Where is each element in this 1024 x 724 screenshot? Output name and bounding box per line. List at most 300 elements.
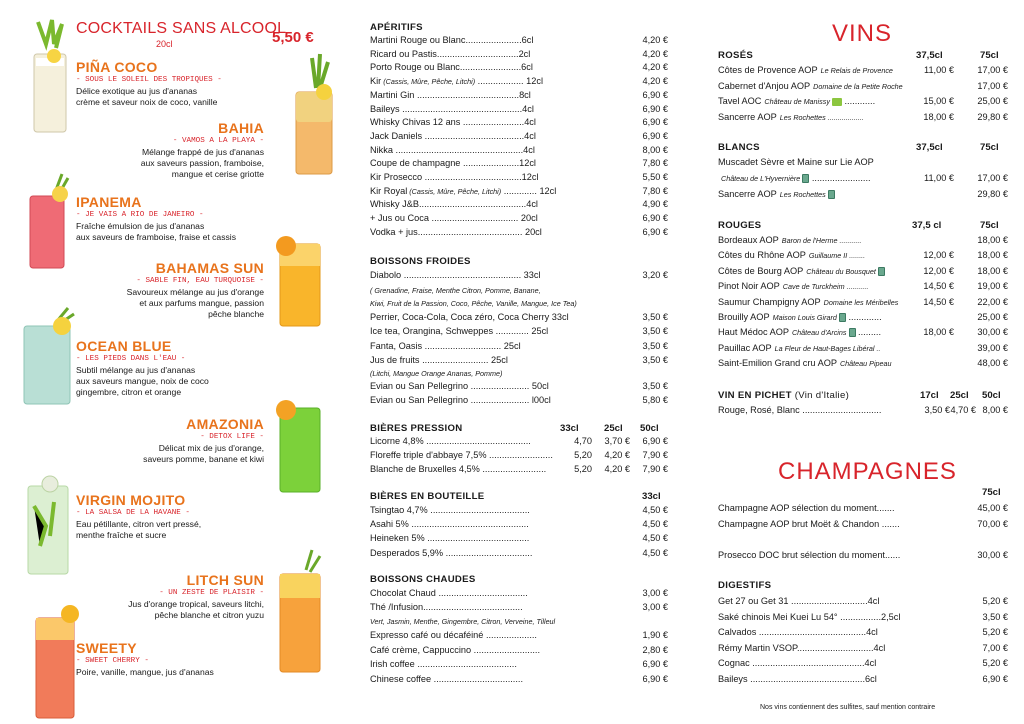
- row-price: 3,50 €: [642, 340, 668, 351]
- blancs-title: BLANCS: [718, 142, 760, 153]
- row-label: [718, 249, 908, 263]
- wine-row: [718, 249, 1008, 263]
- row-price: 4,50 €: [642, 547, 668, 558]
- wine-name: Pinot Noir AOP: [718, 281, 780, 292]
- row-label: [370, 504, 592, 518]
- wine-row: [718, 64, 1008, 78]
- bottle-icon: [849, 328, 856, 337]
- price-row: [718, 502, 1008, 516]
- row-price: 6,90 €: [642, 226, 668, 237]
- row-label: [370, 75, 592, 89]
- vins-title: VINS: [832, 20, 893, 47]
- row-label-text: Coupe de champagne ......................12cl: [370, 158, 536, 169]
- price-row: [370, 673, 668, 687]
- row-price: 3,50 €: [642, 312, 668, 322]
- cocktail-desc: saveurs pomme, banane et kiwi: [143, 454, 264, 465]
- cocktail-tagline: - SOUS LE SOLEIL DES TROPIQUES -: [76, 76, 222, 84]
- row-price: 4,20 €: [642, 76, 668, 87]
- boissons-froides-title: BOISSONS FROIDES: [370, 256, 471, 267]
- row-label: [370, 518, 592, 532]
- row-label: Licorne 4,8% .........................................: [370, 436, 531, 446]
- row-label: [370, 629, 592, 643]
- pichet-title: [718, 390, 849, 401]
- row-price: 15,00 €: [923, 96, 954, 107]
- wine-row: [718, 188, 1008, 202]
- col-header: 75cl: [982, 487, 1001, 498]
- row-label-text: Café crème, Cappuccino ..........................: [370, 644, 541, 655]
- cocktail-desc: Eau pétillante, citron vert pressé,: [76, 519, 202, 529]
- cocktails-volume: 20cl: [156, 39, 173, 49]
- boissons-chaudes-title: BOISSONS CHAUDES: [370, 574, 476, 585]
- price-row: [370, 394, 668, 408]
- price-row: [370, 157, 668, 171]
- cocktail-tagline: - LES PIEDS DANS L'EAU -: [76, 355, 186, 363]
- price-row: [718, 518, 1008, 532]
- cocktail-sweety: [76, 640, 214, 678]
- row-price: 29,80 €: [977, 189, 1008, 199]
- virgin-mojito-glass-image: [20, 466, 76, 578]
- row-dots: ............. 12cl: [501, 185, 557, 196]
- row-price: 12,00 €: [923, 250, 954, 261]
- pichet-row: [718, 404, 1008, 418]
- price-row: [370, 171, 668, 185]
- cocktail-desc: Subtil mélange au jus d'ananas: [76, 365, 196, 375]
- cocktail-desc: mangue et cerise griotte: [171, 169, 264, 180]
- price-row: [370, 130, 668, 144]
- pina-coco-glass-image: [24, 14, 74, 134]
- wine-producer: Château de Manissy: [764, 97, 830, 107]
- row-price: 17,00 €: [977, 80, 1008, 91]
- row-price: 45,00 €: [977, 503, 1008, 513]
- price-row: [370, 116, 668, 130]
- row-label-text: Chocolat Chaud ...................................: [370, 588, 528, 598]
- row-label-text: Whisky Chivas 12 ans ........................4cl: [370, 117, 536, 128]
- wine-row: [718, 342, 1008, 356]
- price-row: [370, 198, 668, 212]
- row-price: 4,50 €: [642, 519, 668, 530]
- cocktail-name: BAHAMAS SUN: [155, 260, 264, 276]
- row-price: 25,00 €: [977, 312, 1008, 322]
- row-price: 6,90 €: [642, 436, 668, 446]
- row-price: 6,90 €: [642, 213, 668, 224]
- cocktails-column: [0, 0, 350, 724]
- row-label: Champagne AOP sélection du moment.......: [718, 503, 895, 513]
- wine-name: Saumur Champigny AOP: [718, 296, 821, 307]
- col-header: 33cl: [642, 491, 661, 502]
- row-price: 17,00 €: [977, 65, 1008, 75]
- row-label: Cognac ............................................4cl: [718, 658, 877, 669]
- cocktail-desc: pêche blanche et citron yuzu: [154, 610, 264, 621]
- row-price: 3,50 €: [642, 354, 668, 365]
- wine-name: Côtes de Bourg AOP: [718, 265, 804, 276]
- cocktail-bahamas-sun: [127, 260, 264, 321]
- infusion-flavours: Vert, Jasmin, Menthe, Gingembre, Citron, Verveine, Tilleul: [370, 617, 556, 626]
- price-row: [370, 212, 668, 226]
- row-price: 4,70: [574, 436, 592, 446]
- price-row: [718, 642, 1008, 656]
- price-row: [370, 354, 668, 368]
- price-row: [370, 103, 668, 117]
- wine-producer: Château Pipeau: [839, 359, 892, 369]
- bottle-icon: [839, 313, 846, 322]
- wine-name: Côtes de Provence AOP: [718, 65, 818, 75]
- ipanema-glass-image: [22, 170, 72, 270]
- row-price: 70,00 €: [977, 519, 1008, 529]
- row-price: 18,00 €: [977, 250, 1008, 261]
- cocktail-tagline: - LA SALSA DE LA HAVANE -: [76, 509, 190, 517]
- row-price: 18,00 €: [977, 265, 1008, 276]
- row-price: 6,90 €: [642, 673, 668, 684]
- wine-name: Cabernet d'Anjou AOP: [718, 80, 811, 91]
- cocktail-name: VIRGIN MOJITO: [76, 492, 186, 508]
- row-price: 5,80 €: [642, 395, 668, 405]
- row-label-text: Martini Rouge ou Blanc......................6cl: [370, 35, 534, 45]
- row-label-text: Tsingtao 4,7% .......................................: [370, 505, 530, 515]
- price-row: [370, 463, 668, 477]
- row-label: [370, 532, 592, 546]
- wine-name: Pauillac AOP: [718, 342, 772, 353]
- row-label-text: Kir: [370, 76, 382, 87]
- pichet-subtitle: (Vin d'Italie): [794, 390, 850, 401]
- row-price: 5,20 €: [982, 658, 1008, 669]
- price-row: [370, 435, 668, 449]
- row-label: [370, 34, 592, 48]
- row-price: 2,80 €: [642, 644, 668, 655]
- row-price: 5,20: [574, 464, 592, 474]
- wine-row: [718, 111, 1008, 125]
- row-price: 18,00 €: [977, 235, 1008, 245]
- price-row: [718, 549, 1008, 563]
- wine-producer: Le Relais de Provence: [820, 66, 893, 75]
- row-label: [370, 380, 592, 394]
- row-label: Champagne AOP brut Moët & Chandon .......: [718, 519, 900, 529]
- row-label-text: Perrier, Coca-Cola, Coca zéro, Coca Cherry 33cl: [370, 312, 569, 322]
- price-row: [370, 34, 668, 48]
- row-price: 6,90 €: [982, 674, 1008, 684]
- price-row: [370, 340, 668, 354]
- price-row: [370, 325, 668, 339]
- price-row: [370, 226, 668, 240]
- cocktail-desc: pêche blanche: [208, 309, 264, 320]
- row-price: 3,20 €: [642, 270, 668, 280]
- rouges-title: ROUGES: [718, 220, 762, 231]
- col-header: 25cl: [950, 390, 969, 401]
- col-header: 75cl: [980, 220, 999, 231]
- wine-row: [718, 172, 1008, 186]
- cocktails-price: 5,50 €: [272, 29, 314, 46]
- row-label: [370, 103, 592, 117]
- cocktail-ocean-blue: [76, 338, 209, 399]
- price-row: [370, 532, 668, 546]
- row-label: [370, 547, 592, 561]
- price-row: [370, 89, 668, 103]
- row-price: 5,50 €: [642, 172, 668, 182]
- cocktail-name: IPANEMA: [76, 194, 142, 210]
- row-dots: .......................: [809, 173, 871, 183]
- wine-name: Bordeaux AOP: [718, 235, 779, 245]
- row-label: [718, 296, 908, 310]
- price-row: [370, 61, 668, 75]
- row-price: 39,00 €: [977, 342, 1008, 353]
- cocktail-desc: Délice exotique au jus d'ananas: [76, 86, 198, 96]
- cocktails-title: COCKTAILS SANS ALCOOL: [76, 20, 287, 37]
- wine-producer: Château du Bousquet: [806, 266, 876, 276]
- cocktail-tagline: - DETOX LIFE -: [200, 433, 264, 441]
- row-label: Diabolo .............................................. 33cl: [370, 270, 541, 280]
- row-label: [718, 342, 908, 356]
- cocktail-desc: aux saveurs de framboise, fraise et cassis: [76, 232, 237, 243]
- wine-row: [718, 265, 1008, 279]
- row-label-text: Evian ou San Pellegrino ....................... l00cl: [370, 395, 551, 405]
- row-price: 11,00 €: [924, 173, 954, 183]
- price-row: [370, 504, 668, 518]
- row-price: 7,00 €: [982, 642, 1008, 653]
- row-label-text: Martini Gin ........................................8cl: [370, 89, 531, 100]
- row-label: [370, 354, 592, 368]
- row-label: [370, 61, 592, 75]
- price-row: [370, 629, 668, 643]
- row-label-text: Jus de fruits .......................... 25cl: [370, 354, 508, 365]
- cocktail-desc: Délicat mix de jus d'orange,: [158, 443, 264, 453]
- row-price: 4,50 €: [642, 505, 668, 515]
- row-label: Rouge, Rosé, Blanc ...............................: [718, 405, 882, 415]
- price-row: [718, 611, 1008, 625]
- row-label-text: Asahi 5% ..............................................: [370, 519, 529, 530]
- row-price: 6,90 €: [642, 130, 668, 141]
- row-label: Blanche de Bruxelles 4,5% .........................: [370, 464, 547, 474]
- row-label: [370, 144, 592, 158]
- cocktail-name: AMAZONIA: [186, 416, 264, 432]
- litch-sun-glass-image: [272, 546, 328, 676]
- row-label: Calvados ..........................................4cl: [718, 627, 878, 638]
- row-price: 30,00 €: [977, 550, 1008, 560]
- digestifs-title: DIGESTIFS: [718, 580, 772, 591]
- cocktail-tagline: - SWEET CHERRY -: [76, 657, 149, 665]
- row-label: [718, 95, 908, 109]
- wine-row: [718, 326, 1008, 340]
- price-row: [718, 595, 1008, 609]
- cocktail-desc: et aux parfums mangue, passion: [139, 298, 264, 309]
- wine-producer: Baron de l'Herme ...........: [781, 236, 862, 245]
- row-dots: .........: [855, 327, 882, 338]
- cocktail-desc: aux saveurs mangue, noix de coco: [76, 376, 209, 387]
- cocktail-amazonia: [143, 416, 264, 465]
- row-label-text: Thé /Infusion.......................................: [370, 601, 523, 612]
- row-price: 4,20 €: [604, 450, 630, 460]
- row-price: 3,50 €: [642, 381, 668, 391]
- row-label-text: Fanta, Oasis .............................. 25cl: [370, 340, 521, 351]
- cocktail-desc: crème et saveur noix de coco, vanille: [76, 97, 218, 108]
- row-label: [370, 673, 592, 687]
- sweety-glass-image: [30, 598, 80, 720]
- cocktail-tagline: - SABLE FIN, EAU TURQUOISE -: [136, 277, 264, 285]
- wine-producer: Les Rochettes ..................: [779, 112, 864, 122]
- row-price: 19,00 €: [977, 281, 1008, 292]
- price-row: [370, 185, 668, 199]
- wine-name: Sancerre AOP: [718, 111, 777, 122]
- price-row: [370, 269, 668, 283]
- price-row: [370, 48, 668, 62]
- price-row: [370, 144, 668, 158]
- row-label: [718, 80, 908, 94]
- wine-name: Brouilly AOP: [718, 312, 770, 322]
- row-label: [718, 265, 908, 279]
- wine-name: Côtes du Rhône AOP: [718, 250, 806, 261]
- row-label: [718, 357, 908, 371]
- row-label: [718, 172, 908, 186]
- cocktail-tagline: - VAMOS A LA PLAYA -: [172, 137, 264, 145]
- row-label: [718, 311, 908, 325]
- pichet-title-text: VIN EN PICHET: [718, 390, 792, 401]
- row-note: (Cassis, Mûre, Pêche, Litchi): [381, 77, 476, 87]
- row-label: Rémy Martin VSOP..............................4cl: [718, 642, 886, 653]
- row-price: 14,50 €: [923, 281, 954, 292]
- wine-row: [718, 296, 1008, 310]
- row-dots: .................. 12cl: [475, 76, 544, 87]
- row-label: [370, 601, 592, 615]
- row-label-text: + Jus ou Coca .................................. 20cl: [370, 213, 538, 224]
- price-row: [718, 626, 1008, 640]
- price-row: [718, 673, 1008, 687]
- row-price: 6,90 €: [642, 659, 668, 669]
- col-header: 17cl: [920, 390, 939, 401]
- wine-name: Tavel AOC: [718, 96, 762, 107]
- price-row: [370, 75, 668, 89]
- col-header: 33cl: [560, 423, 579, 434]
- row-label-text: Kir Royal: [370, 185, 408, 196]
- diabolo-flavours: Kiwi, Fruit de la Passion, Coco, Pêche, Vanille, Mangue, Ice Tea): [370, 299, 577, 308]
- wine-producer: Domaine les Méribelles: [823, 297, 899, 307]
- row-price: 5,20: [574, 450, 592, 460]
- wine-producer: Domaine de la Petite Roche: [813, 81, 903, 91]
- cocktail-name: OCEAN BLUE: [76, 338, 172, 354]
- cocktail-desc: aux saveurs passion, framboise,: [140, 158, 264, 169]
- row-price: 3,70 €: [604, 436, 630, 446]
- cocktail-desc: Jus d'orange tropical, saveurs litchi,: [128, 599, 264, 609]
- row-label: [370, 226, 592, 240]
- cocktail-bahia: [141, 120, 264, 181]
- cocktail-desc: Poire, vanille, mangue, jus d'ananas: [76, 667, 214, 677]
- amazonia-glass-image: [272, 386, 328, 496]
- row-price: 4,20 €: [642, 35, 668, 45]
- row-label: [370, 212, 592, 226]
- cocktail-desc: gingembre, citron et orange: [76, 387, 182, 398]
- row-price: 17,00 €: [977, 173, 1008, 183]
- row-price: 5,20 €: [982, 627, 1008, 638]
- wine-row: [718, 357, 1008, 371]
- row-label: Prosecco DOC brut sélection du moment......: [718, 550, 901, 560]
- bottle-icon: [828, 190, 835, 199]
- row-label: [370, 311, 592, 325]
- wine-row: [718, 280, 1008, 294]
- sulfites-note: Nos vins contiennent des sulfites, sauf mention contraire: [760, 704, 936, 711]
- row-label: [718, 111, 908, 125]
- wine-name: Saint-Emilion Grand cru AOP: [718, 358, 837, 369]
- row-price: 7,90 €: [642, 464, 668, 474]
- row-label: Muscadet Sèvre et Maine sur Lie AOP: [718, 157, 874, 167]
- price-row: [370, 449, 668, 463]
- price-row: [370, 547, 668, 561]
- row-price: 7,80 €: [642, 158, 668, 169]
- row-label-text: Nikka ..................................................4cl: [370, 144, 535, 155]
- jus-flavours: (Litchi, Mangue Orange Ananas, Pomme): [370, 369, 503, 378]
- price-row: [370, 518, 668, 532]
- wine-row: [718, 311, 1008, 325]
- row-price: 4,70 €: [950, 405, 976, 415]
- row-label-text: Baileys ...............................................4cl: [370, 103, 534, 114]
- row-label-text: Evian ou San Pellegrino ....................... 50cl: [370, 381, 549, 391]
- row-label: [370, 48, 592, 62]
- row-price: 8,00 €: [982, 405, 1008, 415]
- cocktail-name: LITCH SUN: [186, 572, 264, 588]
- row-label-text: Chinese coffee ...................................: [370, 673, 524, 684]
- price-row: [718, 657, 1008, 671]
- row-price: 4,20 €: [642, 48, 668, 59]
- col-header: 75cl: [980, 142, 999, 153]
- drinks-column: [368, 0, 673, 724]
- row-label-text: Ricard ou Pastis................................2cl: [370, 48, 531, 59]
- cocktail-name: SWEETY: [76, 640, 137, 656]
- bahamas-sun-glass-image: [270, 228, 330, 328]
- cocktail-tagline: - JE VAIS A RIO DE JANEIRO -: [76, 211, 204, 219]
- row-label: Floreffe triple d'abbaye 7,5% .........................: [370, 450, 553, 460]
- cocktail-desc: Fraîche émulsion de jus d'ananas: [76, 221, 205, 231]
- row-price: 6,90 €: [642, 103, 668, 114]
- price-row: [370, 311, 668, 325]
- col-header: 25cl: [604, 423, 623, 434]
- row-price: 7,80 €: [642, 185, 668, 196]
- row-price: 25,00 €: [977, 96, 1008, 107]
- col-header: 37,5 cl: [912, 220, 942, 231]
- wine-name: Haut Médoc AOP: [718, 327, 789, 338]
- bieres-pression-title: BIÈRES PRESSION: [370, 423, 463, 434]
- diabolo-flavours: ( Grenadine, Fraise, Menthe Citron, Pomme, Banane,: [370, 286, 541, 295]
- col-header: 37,5cl: [916, 50, 943, 61]
- row-label: [718, 188, 908, 202]
- price-row: [370, 380, 668, 394]
- wine-producer: Maison Louis Girard: [772, 313, 837, 322]
- row-label: Get 27 ou Get 31 ..............................4cl: [718, 596, 880, 606]
- row-price: 18,00 €: [923, 111, 954, 122]
- row-label: [370, 116, 592, 130]
- col-header: 50cl: [640, 423, 659, 434]
- price-row: [370, 587, 668, 601]
- row-dots: ............: [841, 96, 876, 107]
- row-label: [718, 326, 908, 340]
- row-price: 3,00 €: [642, 601, 668, 612]
- row-label: [718, 64, 908, 78]
- cocktail-virgin-mojito: [76, 492, 201, 541]
- champagnes-title: CHAMPAGNES: [778, 458, 957, 485]
- wine-row: [718, 234, 1008, 248]
- wine-row: [718, 156, 1008, 170]
- wine-row: [718, 80, 1008, 94]
- row-price: 18,00 €: [923, 327, 954, 338]
- row-price: 4,90 €: [642, 199, 668, 210]
- cocktail-name: PIÑA COCO: [76, 59, 158, 75]
- wine-producer: Château de L'Hyvernière: [721, 174, 801, 183]
- wine-producer: Les Rochettes: [779, 190, 826, 199]
- row-label: Saké chinois Mei Kuei Lu 54° ................2,5cl: [718, 611, 901, 622]
- wine-producer: Château d'Arcins: [791, 328, 847, 338]
- row-price: 29,80 €: [977, 111, 1008, 122]
- cocktail-tagline: - UN ZESTE DE PLAISIR -: [159, 589, 264, 597]
- row-price: 11,00 €: [924, 65, 954, 75]
- row-label-text: Ice tea, Orangina, Schweppes ............. 25cl: [370, 326, 549, 337]
- row-price: 22,00 €: [977, 296, 1008, 307]
- price-row: [370, 644, 668, 658]
- bottle-icon: [878, 267, 885, 276]
